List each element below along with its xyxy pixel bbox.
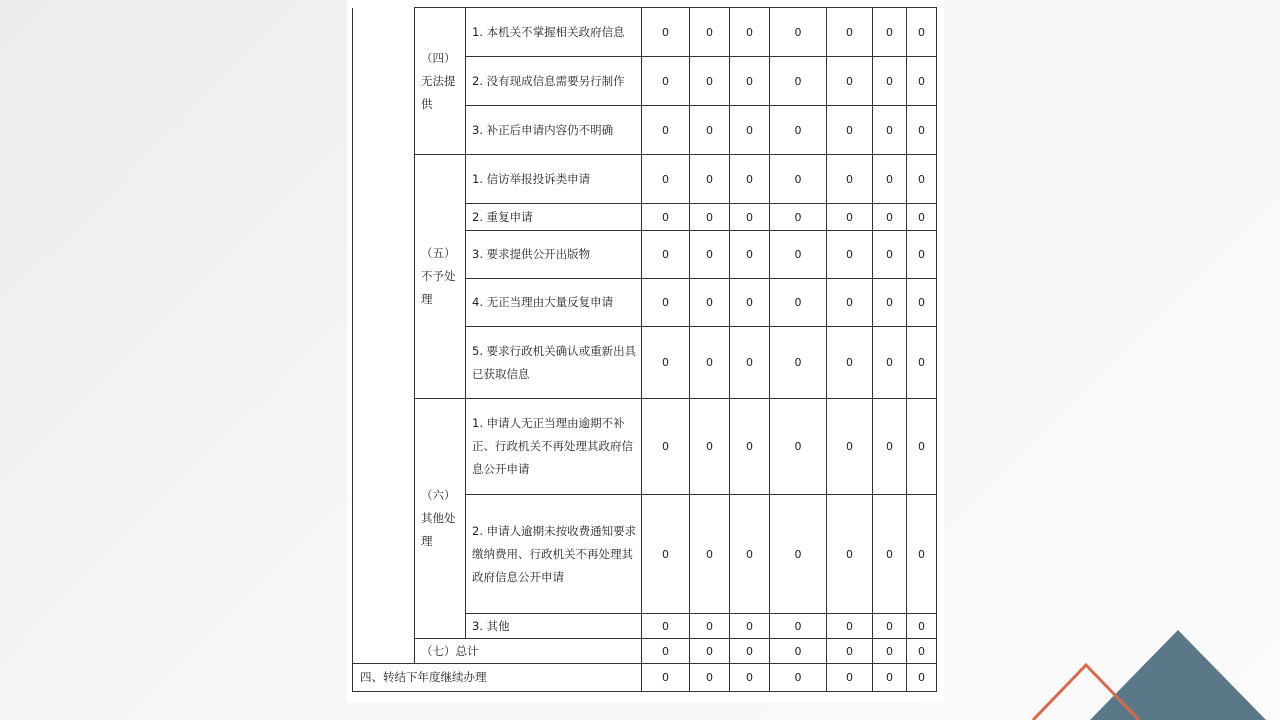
value-cell: 0 [770, 8, 827, 57]
value-cell: 0 [690, 399, 730, 495]
value-cell: 0 [873, 279, 907, 327]
value-cell: 0 [827, 327, 873, 399]
value-cell: 0 [730, 231, 770, 279]
group-label-cell: （五）不予处理 [415, 155, 466, 399]
item-label-cell: 2. 没有现成信息需要另行制作 [466, 57, 642, 106]
value-cell: 0 [690, 155, 730, 204]
item-label-cell: 1. 申请人无正当理由逾期不补正、行政机关不再处理其政府信息公开申请 [466, 399, 642, 495]
total-row [353, 639, 937, 664]
carryover-value-cell: 0 [770, 664, 827, 692]
total-value-cell: 0 [770, 639, 827, 664]
value-cell: 0 [873, 327, 907, 399]
value-cell: 0 [730, 106, 770, 155]
value-cell: 0 [827, 57, 873, 106]
value-cell: 0 [642, 279, 690, 327]
value-cell: 0 [730, 204, 770, 231]
value-cell: 0 [873, 495, 907, 614]
value-cell: 0 [873, 8, 907, 57]
carryover-value-cell: 0 [730, 664, 770, 692]
value-cell: 0 [690, 279, 730, 327]
value-cell: 0 [873, 204, 907, 231]
value-cell: 0 [907, 204, 937, 231]
total-value-cell: 0 [907, 639, 937, 664]
value-cell: 0 [873, 106, 907, 155]
value-cell: 0 [642, 231, 690, 279]
value-cell: 0 [873, 57, 907, 106]
item-label-cell: 5. 要求行政机关确认或重新出具已获取信息 [466, 327, 642, 399]
value-cell: 0 [827, 106, 873, 155]
value-cell: 0 [690, 327, 730, 399]
value-cell: 0 [827, 155, 873, 204]
value-cell: 0 [827, 614, 873, 639]
value-cell: 0 [770, 327, 827, 399]
value-cell: 0 [873, 614, 907, 639]
value-cell: 0 [730, 279, 770, 327]
value-cell: 0 [690, 495, 730, 614]
statistics-table [352, 7, 937, 692]
carryover-row [353, 664, 937, 692]
value-cell: 0 [642, 495, 690, 614]
value-cell: 0 [730, 327, 770, 399]
item-label-cell: 2. 申请人逾期未按收费通知要求缴纳费用、行政机关不再处理其政府信息公开申请 [466, 495, 642, 614]
total-value-cell: 0 [642, 639, 690, 664]
value-cell: 0 [730, 495, 770, 614]
total-value-cell: 0 [873, 639, 907, 664]
value-cell: 0 [730, 614, 770, 639]
value-cell: 0 [730, 399, 770, 495]
item-label-cell: 4. 无正当理由大量反复申请 [466, 279, 642, 327]
value-cell: 0 [827, 8, 873, 57]
value-cell: 0 [770, 106, 827, 155]
value-cell: 0 [907, 106, 937, 155]
total-value-cell: 0 [827, 639, 873, 664]
value-cell: 0 [770, 57, 827, 106]
value-cell: 0 [827, 231, 873, 279]
value-cell: 0 [907, 8, 937, 57]
value-cell: 0 [770, 231, 827, 279]
total-value-cell: 0 [730, 639, 770, 664]
carryover-value-cell: 0 [827, 664, 873, 692]
item-label-cell: 3. 其他 [466, 614, 642, 639]
document-page [347, 0, 944, 702]
table-row [353, 8, 937, 57]
value-cell: 0 [907, 495, 937, 614]
carryover-value-cell: 0 [642, 664, 690, 692]
value-cell: 0 [907, 614, 937, 639]
value-cell: 0 [827, 279, 873, 327]
value-cell: 0 [770, 204, 827, 231]
value-cell: 0 [642, 106, 690, 155]
value-cell: 0 [907, 155, 937, 204]
total-label-cell: （七）总计 [415, 639, 642, 664]
value-cell: 0 [642, 204, 690, 231]
item-label-cell: 3. 补正后申请内容仍不明确 [466, 106, 642, 155]
value-cell: 0 [770, 155, 827, 204]
corner-triangles-decoration [1030, 625, 1280, 720]
carryover-value-cell: 0 [907, 664, 937, 692]
value-cell: 0 [770, 279, 827, 327]
value-cell: 0 [642, 614, 690, 639]
value-cell: 0 [827, 399, 873, 495]
value-cell: 0 [730, 57, 770, 106]
value-cell: 0 [690, 106, 730, 155]
table-row [353, 399, 937, 495]
item-label-cell: 3. 要求提供公开出版物 [466, 231, 642, 279]
value-cell: 0 [770, 614, 827, 639]
value-cell: 0 [907, 57, 937, 106]
value-cell: 0 [730, 155, 770, 204]
filled-triangle-shape [1090, 630, 1266, 720]
value-cell: 0 [907, 327, 937, 399]
value-cell: 0 [690, 8, 730, 57]
value-cell: 0 [642, 57, 690, 106]
carryover-value-cell: 0 [873, 664, 907, 692]
value-cell: 0 [642, 155, 690, 204]
group-label-cell: （六）其他处理 [415, 399, 466, 639]
left-spacer-cell [353, 8, 415, 664]
table-body [353, 8, 937, 692]
value-cell: 0 [827, 204, 873, 231]
table-row [353, 155, 937, 204]
value-cell: 0 [690, 204, 730, 231]
value-cell: 0 [770, 495, 827, 614]
value-cell: 0 [907, 231, 937, 279]
total-value-cell: 0 [690, 639, 730, 664]
group-label-cell: （四）无法提供 [415, 8, 466, 155]
value-cell: 0 [690, 231, 730, 279]
value-cell: 0 [642, 327, 690, 399]
carryover-label-cell: 四、转结下年度继续办理 [353, 664, 642, 692]
value-cell: 0 [642, 8, 690, 57]
item-label-cell: 1. 本机关不掌握相关政府信息 [466, 8, 642, 57]
value-cell: 0 [873, 399, 907, 495]
item-label-cell: 2. 重复申请 [466, 204, 642, 231]
value-cell: 0 [907, 399, 937, 495]
value-cell: 0 [873, 231, 907, 279]
value-cell: 0 [770, 399, 827, 495]
item-label-cell: 1. 信访举报投诉类申请 [466, 155, 642, 204]
value-cell: 0 [730, 8, 770, 57]
value-cell: 0 [690, 57, 730, 106]
value-cell: 0 [873, 155, 907, 204]
value-cell: 0 [827, 495, 873, 614]
value-cell: 0 [690, 614, 730, 639]
value-cell: 0 [907, 279, 937, 327]
carryover-value-cell: 0 [690, 664, 730, 692]
value-cell: 0 [642, 399, 690, 495]
